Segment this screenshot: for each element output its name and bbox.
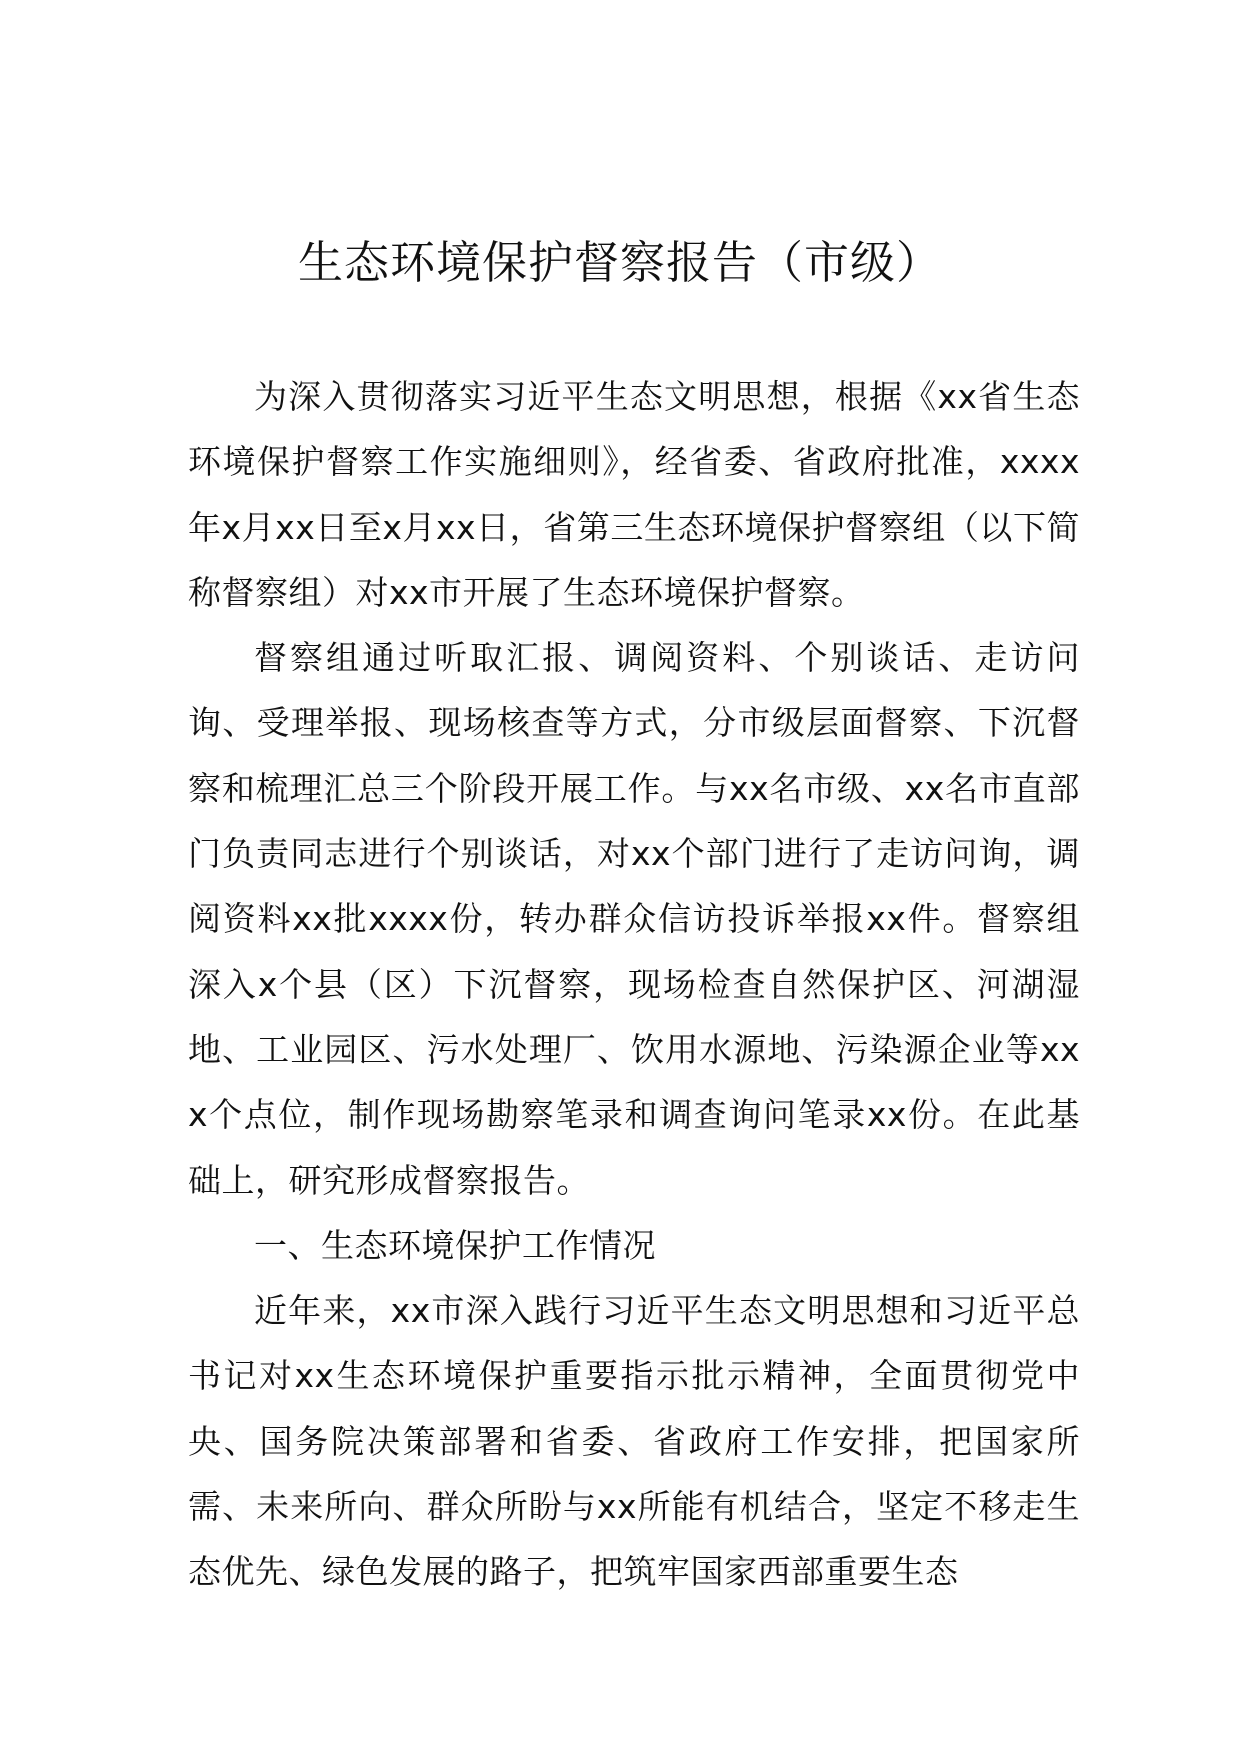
document-title: 生态环境保护督察报告（市级） (297, 236, 942, 289)
paragraph-intro: 为深入贯彻落实习近平生态文明思想，根据《xx省生态环境保护督察工作实施细则》，经省委、省政府批准，xxxx年x月xx日至x月xx日，省第三生态环境保护督察组（以下简称督察组）对xx市开展了生态环境保护督察。 (188, 377, 1080, 612)
document-body (188, 364, 1080, 1605)
paragraph-methods: 督察组通过听取汇报、调阅资料、个别谈话、走访问询、受理举报、现场核查等方式，分市级层面督察、下沉督察和梳理汇总三个阶段开展工作。与xx名市级、xx名市直部门负责同志进行个别谈话，对xx个部门进行了走访问询，调阅资料xx批xxxx份，转办群众信访投诉举报xx件。督察组深入x个县（区）下沉督察，现场检查自然保护区、河湖湿地、工业园区、污水处理厂、饮用水源地、污染源企业等xxx个点位，制作现场勘察笔录和调查询问笔录xx份。在此基础上，研究形成督察报告。 (188, 638, 1080, 1200)
section-heading-1: 一、生态环境保护工作情况 (254, 1225, 656, 1265)
paragraph-overview: 近年来，xx市深入践行习近平生态文明思想和习近平总书记对xx生态环境保护重要指示批示精神，全面贯彻党中央、国务院决策部署和省委、省政府工作安排，把国家所需、未来所向、群众所盼与xx所能有机结合，坚定不移走生态优先、绿色发展的路子，把筑牢国家西部重要生态 (188, 1291, 1080, 1592)
